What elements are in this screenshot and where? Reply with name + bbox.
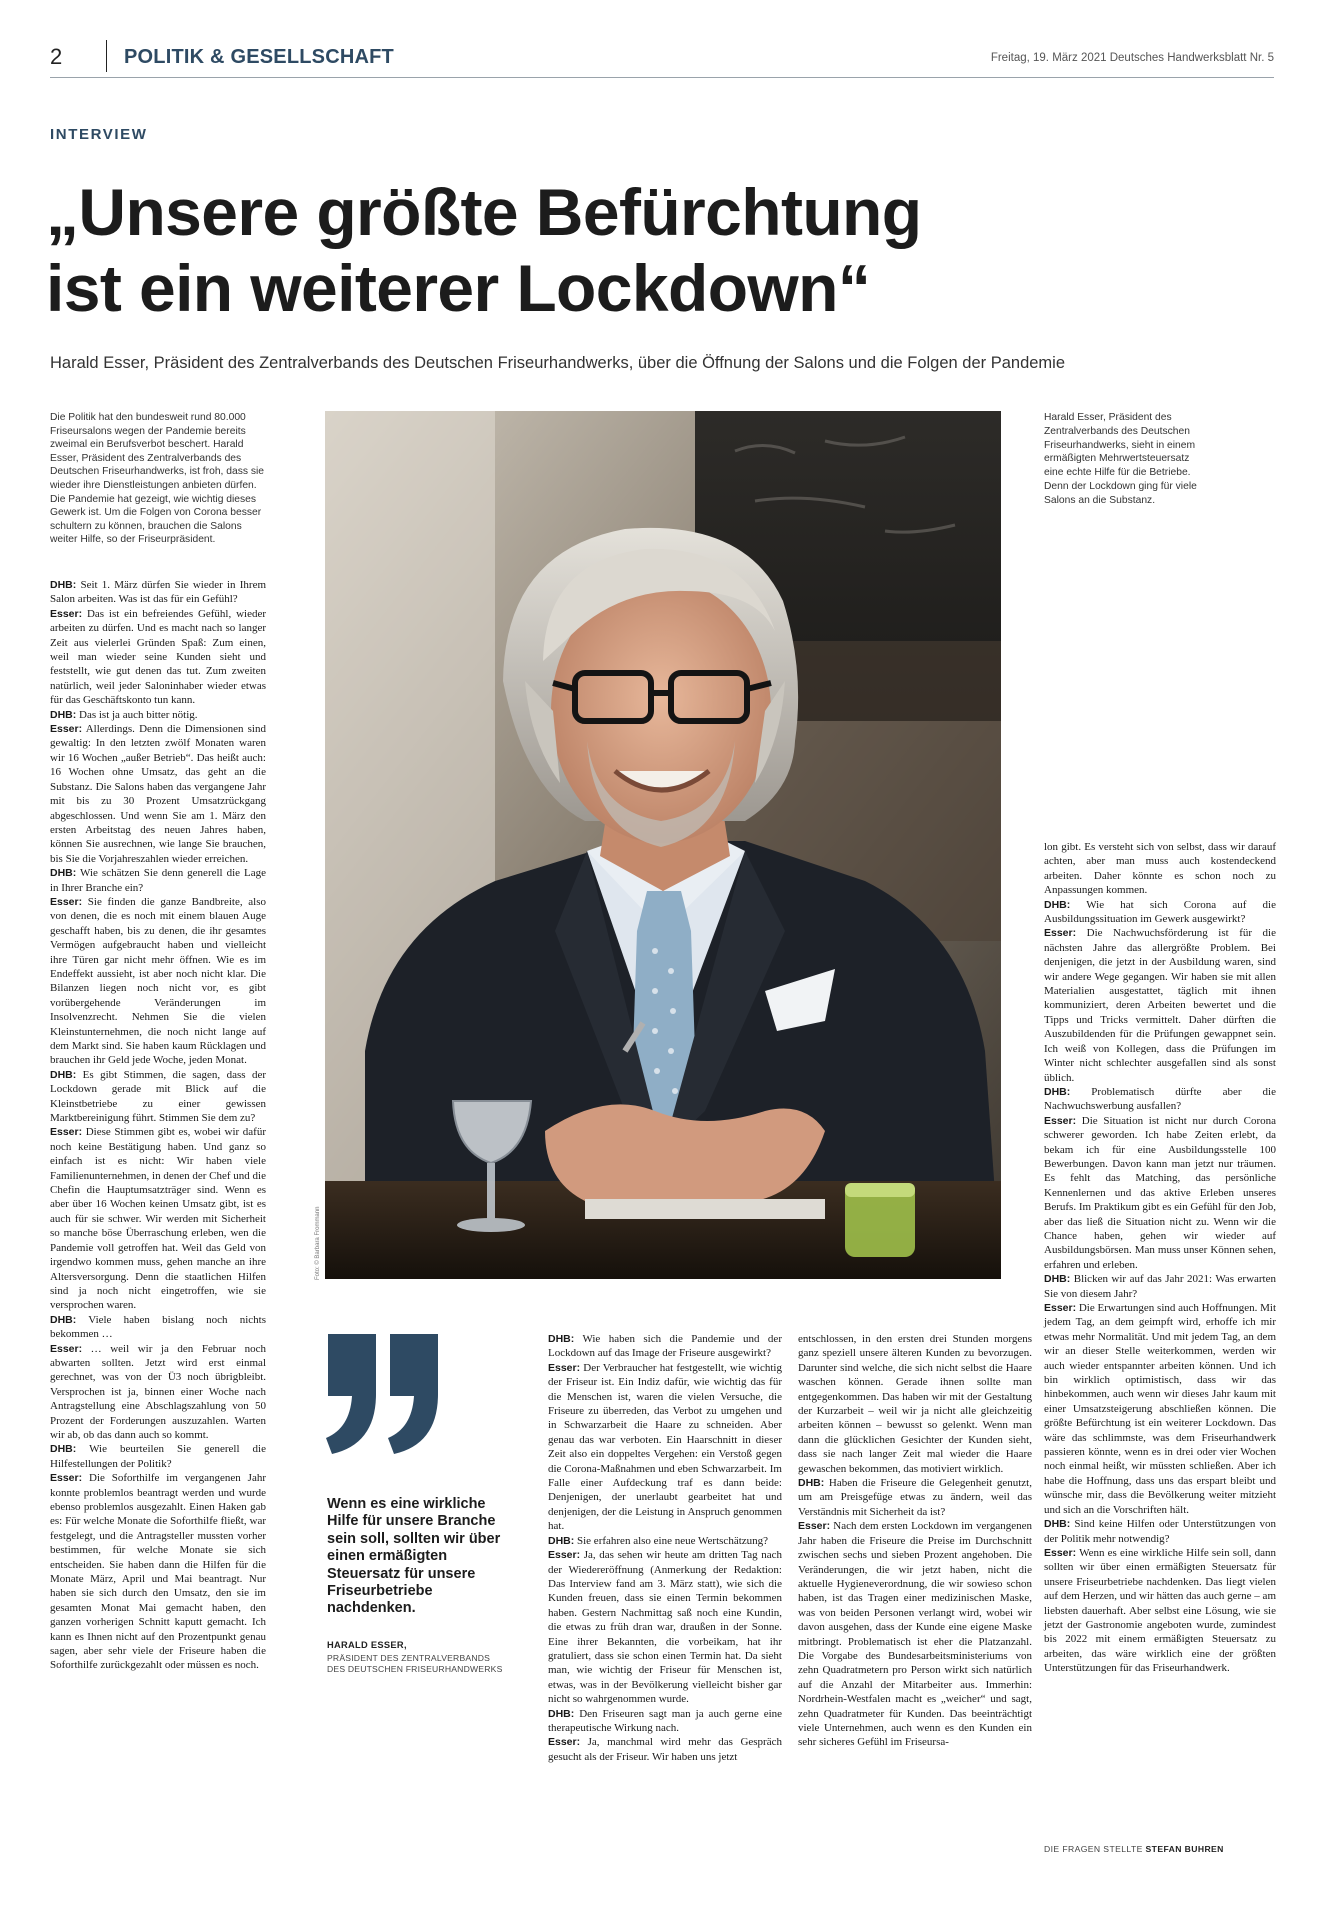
pull-quote: Wenn es eine wirkliche Hilfe für unsere Branche sein soll, sollten wir über einen ermäßigten Steuersatz für unsere Friseurbetriebe nachdenken.	[327, 1496, 501, 1617]
paragraph-text: Sind keine Hilfen oder Unterstützungen von der Politik mehr notwendig?	[1044, 1518, 1276, 1545]
article-column-5	[1044, 840, 1276, 1676]
paragraph-text: Viele haben bislang noch nichts bekommen …	[50, 1313, 267, 1341]
interview-paragraph	[1044, 1517, 1276, 1546]
speaker-label: Esser:	[548, 1549, 581, 1562]
paragraph-text: Wie schätzen Sie denn generell die Lage in Ihrer Branche ein?	[50, 867, 266, 894]
speaker-label: Esser:	[1044, 927, 1077, 940]
paragraph-text: … weil wir ja den Februar noch abwarten sollten. Jetzt wird erst einmal gerechnet, was von der Ü3 noch übrigbleibt. Versprochen ist ja, binnen einer Woche nach Antragstellung eine Abschlagszahlung von 50 Prozent der Forderungen auszuzahlen. Warten wir ab, ob das dann auch so kommt.	[50, 1342, 267, 1441]
interview-paragraph	[1044, 1546, 1276, 1676]
byline-author: STEFAN BUHREN	[1145, 1844, 1224, 1854]
section-title: POLITIK & GESELLSCHAFT	[124, 46, 394, 68]
interview-paragraph	[50, 1471, 266, 1673]
speaker-label: Esser:	[548, 1736, 581, 1749]
speaker-label: DHB:	[1044, 1085, 1071, 1098]
portrait-illustration	[325, 411, 1001, 1279]
interview-paragraph	[1044, 1114, 1276, 1272]
speaker-label: Esser:	[1044, 1546, 1077, 1559]
headline-line-1: „Unsere größte Befürchtung	[46, 175, 922, 249]
headline	[46, 174, 1266, 326]
paragraph-text: Es gibt Stimmen, die sagen, dass der Lockdown gerade mit Blick auf die Kleinstbetriebe zu einer gewissen Marktbereinigung führt. Stimmen Sie dem zu?	[50, 1068, 266, 1125]
deck: Harald Esser, Präsident des Zentralverbands des Deutschen Friseurhandwerks, über die Öffnung der Salons und die Folgen der Pandemie	[50, 354, 1066, 372]
speaker-label: DHB:	[548, 1333, 575, 1345]
paragraph-text: Das ist ein befreiendes Gefühl, wieder arbeiten zu dürfen. Und es macht nach so langer Zeit aus vielerlei Gründen Spaß: Zum einen, weil man wieder seine Kunden sieht und feststellt, wie gut denen das tut. Zum zweiten natürlich, weil jeder Saloninhaber wieder etwas für das Geschäftskonto tun kann.	[50, 607, 266, 707]
issue-info: Freitag, 19. März 2021 Deutsches Handwerksblatt Nr. 5	[990, 52, 1274, 64]
speaker-label: DHB:	[1044, 898, 1071, 911]
interview-paragraph	[50, 1068, 266, 1126]
interview-paragraph	[548, 1332, 782, 1361]
interview-paragraph	[50, 866, 266, 895]
interview-paragraph	[548, 1361, 782, 1534]
paragraph-text: Allerdings. Denn die Dimensionen sind gewaltig: In den letzten zwölf Monaten waren wir 16 Wochen „außer Betrieb“. Das heißt auch: 16 Wochen ohne Umsatz, das geht an die Substanz. Die Salons haben das vergangene Jahr mit bis zu 30 Prozent Umsatzrückgang abgeschlossen. Und wenn Sie am 1. März den ersten Arbeitstag des neuen Jahres haben, können Sie ausrechnen, wie lange Sie brauchen, bis Sie die Vorjahreszahlen wieder erreichen.	[50, 723, 266, 865]
paragraph-text: Sie finden die ganze Bandbreite, also von denen, die es noch mit einem blauen Auge geschafft haben, bis zu denen, die ihr gesamtes Vermögen aufgebraucht haben und vielleicht ihre Türen gar nicht mehr öffnen. Wie es im Endeffekt aussieht, ist aber noch nicht klar. Die Bilanzen liegen noch nicht vor, es gibt vorübergehende Veränderungen im Insolvenzrecht. Nehmen Sie die vielen Kleinstunternehmen, die noch nicht lange auf dem Markt sind. Sie haben kaum Rücklagen und brauchen ihr Geld jede Woche, jeden Monat.	[50, 895, 266, 1067]
interview-paragraph	[50, 708, 266, 722]
interview-paragraph	[798, 1476, 1032, 1519]
interview-paragraph	[1044, 926, 1276, 1084]
speaker-label: DHB:	[50, 1313, 77, 1326]
paragraph-text: lon gibt. Es versteht sich von selbst, dass wir darauf achten, aber man muss auch kostendeckend arbeiten. Daher könnte es schon noch zu Anpassungen kommen.	[1044, 841, 1276, 897]
speaker-label: Esser:	[548, 1361, 581, 1374]
speaker-label: Esser:	[50, 1126, 83, 1139]
paragraph-text: Die Nachwuchsförderung ist für die nächsten Jahre das allergrößte Problem. Bei denjenigen, die jetzt in der Ausbildung waren, sind wir andere Wege gegangen. Wir haben sie mit allen Materialien ausgestattet, täglich mit ihnen kommuniziert, deren Arbeiten bewertet und die Tipps und Tricks vermittelt. Daher dürften die Auszubildenden für die Prüfungen gewappnet sein. Ich weiß von Kollegen, dass die Prüfungen im Winter nicht schlechter ausgefallen sind als sonst üblich.	[1044, 927, 1276, 1084]
paragraph-text: Der Verbraucher hat festgestellt, wie wichtig der Friseur ist. Ein Indiz dafür, wie wichtig das für die Menschen ist, waren die vielen Versuche, die Friseure zu überreden, das Verbot zu umgehen und in Schwarzarbeit die Haare zu schneiden. Aber genau das war verboten. Ein Haarschnitt in dieser Zeit also ein doppeltes Vergehen: ein Verstoß gegen die Corona-Maßnahmen und eben Schwarzarbeit. Im Falle einer Aufdeckung traf es dann beide: Denjenigen, der unerlaubt gearbeitet hat und denjenigen, der die Leistung in Anspruch genommen hat.	[548, 1361, 782, 1533]
speaker-label: Esser:	[1044, 1114, 1077, 1127]
interview-paragraph	[1044, 1272, 1276, 1301]
interview-paragraph	[548, 1735, 782, 1764]
photo-credit-text: Foto: © Barbara Frommann	[315, 1206, 321, 1280]
speaker-label: DHB:	[798, 1477, 825, 1490]
article-column-1	[50, 578, 266, 1673]
speaker-label: DHB:	[548, 1707, 575, 1720]
byline-prefix: DIE FRAGEN STELLTE	[1044, 1844, 1143, 1854]
interview-paragraph	[1044, 1085, 1276, 1114]
interview-paragraph	[1044, 898, 1276, 927]
photo-credit	[315, 1150, 325, 1280]
interview-paragraph	[50, 895, 266, 1068]
interview-paragraph	[1044, 840, 1276, 898]
interview-paragraph	[798, 1332, 1032, 1476]
paragraph-text: Den Friseuren sagt man ja auch gerne eine therapeutische Wirkung nach.	[548, 1707, 783, 1734]
interview-paragraph	[548, 1707, 782, 1736]
speaker-label: Esser:	[50, 1342, 83, 1355]
speaker-label: DHB:	[50, 579, 77, 591]
paragraph-text: Blicken wir auf das Jahr 2021: Was erwarten Sie von diesem Jahr?	[1044, 1273, 1276, 1300]
interview-paragraph	[50, 1442, 266, 1471]
speaker-label: DHB:	[1044, 1518, 1071, 1531]
paragraph-text: Haben die Friseure die Gelegenheit genutzt, um am Preisgefüge etwas zu ändern, weil das Verständnis mit Sicherheit da ist?	[798, 1477, 1032, 1518]
article-column-3	[548, 1332, 782, 1764]
paragraph-text: Die Erwartungen sind auch Hoffnungen. Mit jedem Tag, an dem geimpft wird, erhoffe ich mir etwas mehr Normalität. Und mit jedem Tag, an dem wir an dieser Stelle weiterkommen, werden wir auch wieder entspannter arbeiten können. Und ich bin wirklich optimistisch, dass wir das hinbekommen, auch wenn wir dieses Jahr kaum mit einer Umsatzsteigerung abschließen können. Die größte Befürchtung ist ein weiterer Lockdown. Das wäre das schlimmste, was dem Friseurhandwerk passieren könnte, wenn es in drei oder vier Wochen noch einmal heißt, wir müssten schließen. Aber ich habe die Hoffnung, dass uns das erspart bleibt und wünsche mir, dass die Bevölkerung weiter mitzieht und sich an die Vorschriften hält.	[1044, 1302, 1276, 1516]
headline-line-2: ist ein weiterer Lockdown“	[46, 251, 871, 325]
interview-paragraph	[548, 1548, 782, 1706]
interview-paragraph	[50, 1313, 266, 1342]
quote-mark-icon	[326, 1334, 441, 1454]
speaker-label: Esser:	[50, 1472, 83, 1485]
paragraph-text: entschlossen, in den ersten drei Stunden morgens ganz speziell unsere älteren Kunden zu bevorzugen. Darunter sind welche, die sich nicht selbst die Haare waschen können. Gerade ihnen sollte man entgegenkommen. Das haben wir mit der Gestaltung der Kurzarbeit – weil wir ja nicht alle gleichzeitig arbeiten können – bewusst so gelenkt. Wenn man dann die glücklichen Gesichter der Kunden sieht, dass sie nach langer Zeit mal wieder die Haare gewaschen bekommen, das motiviert wirklich.	[798, 1333, 1032, 1475]
paragraph-text: Wenn es eine wirkliche Hilfe sein soll, dann sollten wir über einen ermäßigten Steuersatz für unsere Friseurbetriebe nachdenken. Das liegt vielen auf dem Herzen, und wir hätten das auch gerne – am liebsten dauerhaft. Aber selbst eine Lösung, wie sie jetzt der Gastronomie angeboten wurde, zumindest bis 2022 mit einem ermäßigten Steuersatz zu arbeiten, das wäre wirklich eine der größten Unterstützungen für das Friseurhandwerk.	[1044, 1546, 1276, 1675]
speaker-label: DHB:	[50, 1443, 77, 1456]
speaker-label: DHB:	[548, 1534, 575, 1547]
speaker-label: DHB:	[50, 1068, 77, 1081]
paragraph-text: Sie erfahren also eine neue Wertschätzung?	[577, 1534, 769, 1547]
paragraph-text: Das ist ja auch bitter nötig.	[79, 708, 198, 721]
paragraph-text: Nach dem ersten Lockdown im vergangenen Jahr haben die Friseure die Preise im Durchschnitt zwischen sechs und sieben Prozent angehoben. Die Veränderungen, die wir jetzt haben, nicht die aktuelle Hygieneverordnung, die wir sowieso schon haben, ist das Tragen einer medizinischen Maske, was von beiden Personen verlangt wird, wobei wir davon ausgehen, dass der Kunde eine eigene Maske mitbringt. Problematisch ist eher die Platzanzahl. Die Vorgabe des Bundesarbeitsministeriums von zehn Quadratmetern pro Person wirkt sich natürlich auf die Anzahl der Mitarbeiter aus. Immerhin: Nordrhein-Westfalen macht es „weicher“ und sagt, zehn Quadratmeter für Kunden. Das beeinträchtigt viele Unternehmen, auch wenn es den Kunden ein sehr sicheres Gefühl im Friseursa-	[798, 1520, 1032, 1749]
portrait-photo	[325, 411, 1001, 1279]
page-number: 2	[50, 44, 63, 69]
speaker-label: DHB:	[1044, 1273, 1071, 1286]
speaker-label: DHB:	[50, 867, 77, 880]
pull-quote-role	[327, 1653, 527, 1675]
paragraph-text: Seit 1. März dürfen Sie wieder in Ihrem Salon arbeiten. Was ist das für ein Gefühl?	[50, 579, 267, 606]
speaker-label: DHB:	[50, 708, 77, 721]
paragraph-text: Die Soforthilfe im vergangenen Jahr konnte problemlos beantragt werden und wurde ebenso problemlos ausgezahlt. Einen Haken gab es: Für welche Monate die Soforthilfe fließt, war festgelegt, und die Antragsteller mussten vorher bestimmen, für welche Monate sie sich entscheiden. Sie haben dann die Hilfen für die Monate März, April und Mai beantragt. Nur haben sie sich durch den Umsatz, den sie im gesamten Monat Mai gemacht haben, den ganzen vorherigen Schnitt kaputt gemacht. Ich kann es Ihnen nicht auf den Prozentpunkt genau sagen, aber sehr viele der Friseure haben die Soforthilfe zurückgezahlt oder müssen es noch.	[50, 1472, 266, 1672]
byline	[1044, 1844, 1224, 1854]
paragraph-text: Die Situation ist nicht nur durch Corona schwerer geworden. Ich habe Zeiten erlebt, da bekam ich für eine Ausbildungsstelle 100 Bewerbungen. Davon kann man jetzt nur träumen. Es fehlt das Matching, das persönliche Kennenlernen und das aktive Erleben unseres Berufs. Im Praktikum gibt es ein Gefühl für den Job, aber das ließ die Situation nicht zu. Wenn wir die Chance haben, gehen wir wieder auf Ausbildungsbörsen. Man muss unser Können sehen, erfahren und erleben.	[1044, 1114, 1276, 1271]
paragraph-text: Problematisch dürfte aber die Nachwuchswerbung ausfallen?	[1044, 1085, 1276, 1113]
pull-quote-role-line-1: PRÄSIDENT DES ZENTRALVERBANDS	[327, 1653, 491, 1663]
interview-paragraph	[548, 1534, 782, 1548]
kicker: INTERVIEW	[50, 126, 148, 143]
interview-paragraph	[50, 1125, 266, 1312]
page-header	[50, 38, 1274, 78]
paragraph-text: Wie haben sich die Pandemie und der Lockdown auf das Image der Friseure ausgewirkt?	[548, 1333, 782, 1360]
photo-caption: Harald Esser, Präsident des Zentralverbands des Deutschen Friseurhandwerks, sieht in einem ermäßigten Mehrwertsteuersatz eine echte Hilfe für die Betriebe. Denn der Lockdown ging für viele Salons an die Substanz.	[1044, 412, 1197, 506]
speaker-label: Esser:	[50, 607, 83, 620]
interview-paragraph	[1044, 1301, 1276, 1517]
interview-paragraph	[798, 1519, 1032, 1750]
speaker-label: Esser:	[50, 895, 83, 908]
pull-quote-author: HARALD ESSER,	[327, 1640, 407, 1650]
paragraph-text: Diese Stimmen gibt es, wobei wir dafür noch keine Bestätigung haben. Und ganz so einfach ist es nicht: Wir haben viele Familienunternehmen, in denen der Chef und die Chefin die Hauptumsatzträger sind. Wenn es aber über 16 Wochen keinen Umsatz gibt, ist es auch für sie schwer. Wir werden mit Sicherheit so manche böse Überraschung erleben, wen die Pandemie voll getroffen hat. Weil das Geld von irgendwo kommen muss, gehen manche an ihre Altersversorgung. Denn die staatlichen Hilfen sind ja noch nicht eingetroffen, wie sie versprochen waren.	[50, 1126, 266, 1312]
interview-paragraph	[50, 1342, 266, 1443]
speaker-label: Esser:	[50, 723, 83, 736]
speaker-label: Esser:	[798, 1520, 831, 1533]
interview-paragraph	[50, 722, 266, 866]
paragraph-text: Wie hat sich Corona auf die Ausbildungssituation im Gewerk ausgewirkt?	[1044, 898, 1276, 926]
paragraph-text: Wie beurteilen Sie generell die Hilfestellungen der Politik?	[50, 1443, 266, 1470]
intro-text: Die Politik hat den bundesweit rund 80.000 Friseursalons wegen der Pandemie bereits zweimal ein Berufsverbot beschert. Harald Esser, Präsident des Zentralverbands des Deutschen Friseurhandwerks, ist froh, dass sie wieder ihre Dienstleistungen anbieten dürfen. Die Pandemie hat gezeigt, wie wichtig dieses Gewerk ist. Um die Folgen von Corona besser schultern zu können, brauchen die Salons weiter Hilfe, so der Friseurpräsident.	[50, 412, 265, 546]
speaker-label: Esser:	[1044, 1302, 1077, 1314]
article-column-4	[798, 1332, 1032, 1750]
header-divider	[106, 40, 107, 72]
interview-paragraph	[50, 607, 266, 708]
paragraph-text: Ja, manchmal wird mehr das Gespräch gesucht als der Friseur. Wir haben uns jetzt	[548, 1736, 782, 1763]
interview-paragraph	[50, 578, 266, 607]
paragraph-text: Ja, das sehen wir heute am dritten Tag nach der Wiedereröffnung (Anmerkung der Redaktion: Das Interview fand am 3. März statt), wie sich die Kunden freuen, dass sie einen Termin bekommen haben. Gestern Nachmittag saß noch eine Kundin, die etwas zu früh dran war, draußen in der Sonne. Eine ihrer Bekannten, die vorbeikam, hat ihr gratuliert, dass sie schon einen Termin hat. Da sieht man, wie wichtig der Friseur für Menschen ist, etwas, was in der Bevölkerung vielleicht bisher gar nicht so wahrgenommen wurde.	[548, 1549, 782, 1706]
pull-quote-role-line-2: DES DEUTSCHEN FRISEURHANDWERKS	[327, 1664, 503, 1675]
